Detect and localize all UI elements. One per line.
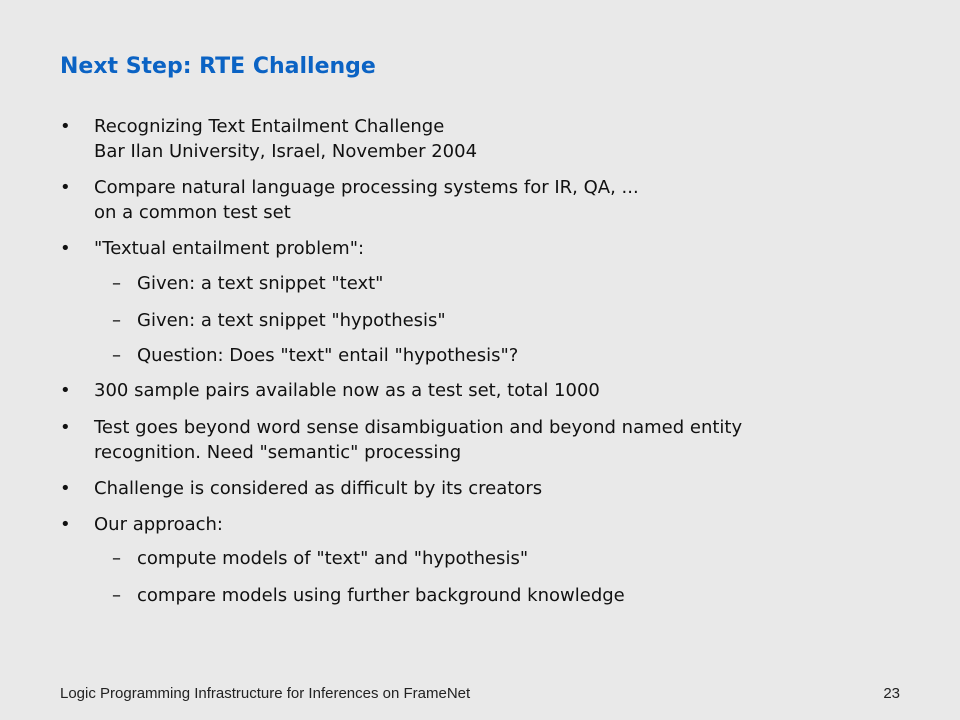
bullet-text: Test goes beyond word sense disambiguation and beyond named entity — [94, 417, 743, 438]
bullet-text: Recognizing Text Entailment Challenge — [94, 116, 445, 137]
sub-bullet-text: Question: Does "text" entail "hypothesis"? — [137, 345, 519, 366]
dash-marker: – — [112, 585, 121, 606]
bullet-text: recognition. Need "semantic" processing — [94, 442, 462, 463]
bullet-text: Our approach: — [94, 514, 223, 535]
slide-title: Next Step: RTE Challenge — [60, 54, 376, 79]
sub-bullet-text: compute models of "text" and "hypothesis" — [137, 548, 529, 569]
bullet-marker: • — [60, 417, 71, 438]
bullet-text: Challenge is considered as difficult by its creators — [94, 478, 543, 499]
dash-marker: – — [112, 310, 121, 331]
dash-marker: – — [112, 273, 121, 294]
bullet-text: on a common test set — [94, 202, 291, 223]
bullet-marker: • — [60, 514, 71, 535]
bullet-text: "Textual entailment problem": — [94, 238, 365, 259]
footer-title: Logic Programming Infrastructure for Inferences on FrameNet — [60, 685, 471, 702]
bullet-text: Bar Ilan University, Israel, November 2004 — [94, 141, 478, 162]
bullet-marker: • — [60, 177, 71, 198]
page-number: 23 — [883, 685, 900, 702]
bullet-marker: • — [60, 380, 71, 401]
bullet-marker: • — [60, 238, 71, 259]
bullet-text: Compare natural language processing systems for IR, QA, ... — [94, 177, 639, 198]
bullet-marker: • — [60, 478, 71, 499]
sub-bullet-text: Given: a text snippet "hypothesis" — [137, 310, 446, 331]
bullet-text: 300 sample pairs available now as a test set, total 1000 — [94, 380, 600, 401]
dash-marker: – — [112, 345, 121, 366]
sub-bullet-text: Given: a text snippet "text" — [137, 273, 384, 294]
bullet-marker: • — [60, 116, 71, 137]
sub-bullet-text: compare models using further background knowledge — [137, 585, 625, 606]
dash-marker: – — [112, 548, 121, 569]
